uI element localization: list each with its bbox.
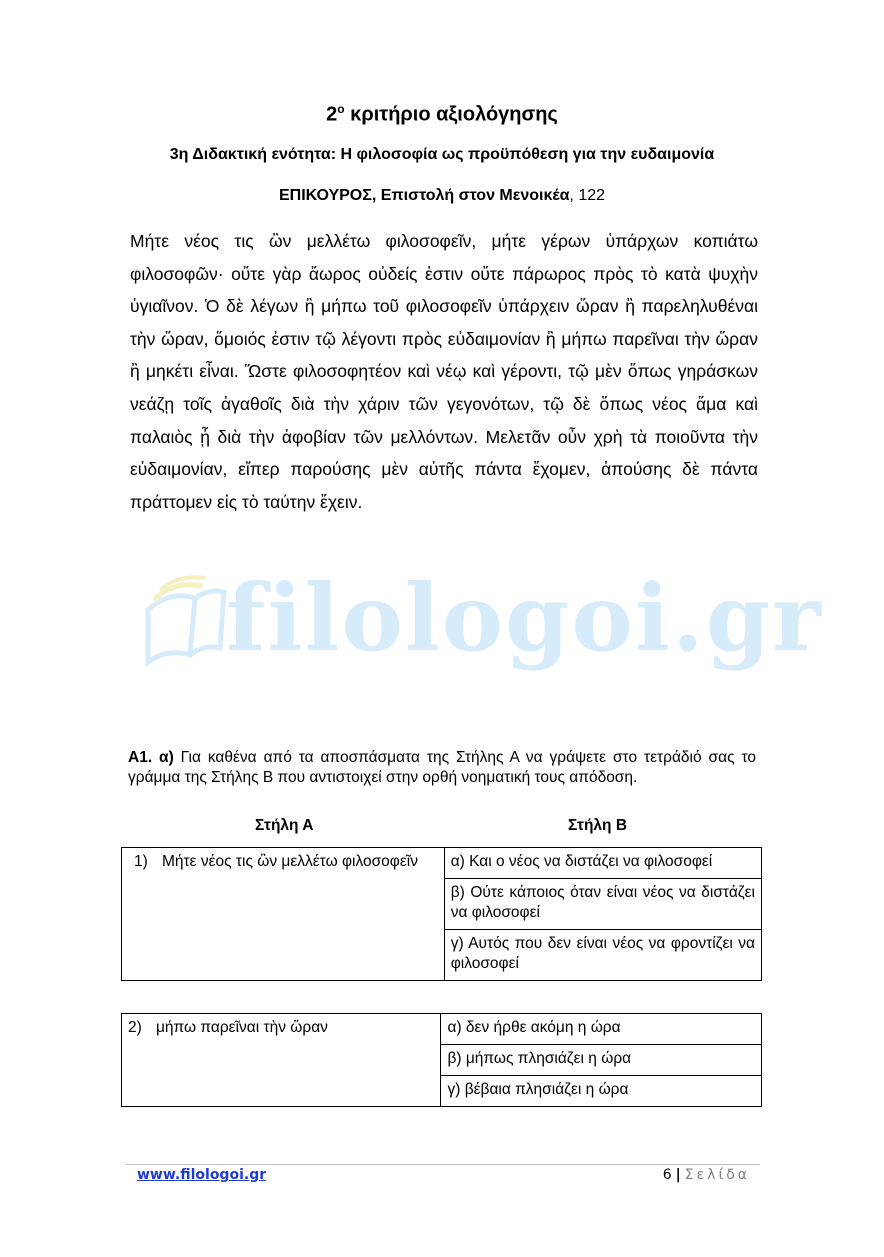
phrase-cell (122, 1014, 441, 1107)
question-text: Για καθένα από τα αποσπάσματα της Στήλης Α να γράψετε στο τετράδιό σας το γράμμα της Στήλης Β που αντιστοιχεί στην ορθή νοηματική τους απόδοση. (128, 749, 756, 786)
matching-table-2 (121, 1013, 762, 1107)
source-work: , Επιστολή στον Μενοικέα (371, 187, 570, 204)
footer-divider (126, 1164, 760, 1165)
page-label: Σελίδα (684, 1167, 750, 1183)
column-a-header: Στήλη Α (255, 817, 314, 834)
page-separator: | (675, 1167, 681, 1183)
option-b: β) Ούτε κάποιος όταν είναι νέος να διστάζει να φιλοσοφεί (444, 879, 761, 930)
unit-subtitle: 3η Διδακτική ενότητα: Η φιλοσοφία ως προϋπόθεση για την ευδαιμονία (169, 146, 715, 163)
source-reference: , 122 (569, 187, 606, 204)
greek-phrase: Μήτε νέος τις ὢν μελλέτω φιλοσοφεῖν (162, 853, 418, 870)
question-a1 (128, 748, 756, 787)
footer-page-number (663, 1167, 750, 1183)
option-a: α) δεν ήρθε ακόμη η ώρα (441, 1014, 762, 1045)
watermark (140, 560, 823, 680)
footer-website-link[interactable]: www.filologoi.gr (137, 1167, 267, 1183)
page-number: 6 (662, 1167, 672, 1183)
title-number: 2 (326, 103, 338, 126)
option-a: α) Και ο νέος να διστάζει να φιλοσοφεί (444, 848, 761, 879)
book-logo-icon (140, 570, 230, 670)
option-b: β) μήπως πλησιάζει η ώρα (441, 1045, 762, 1076)
phrase-cell (122, 848, 445, 981)
watermark-text: filologoi.gr (226, 564, 823, 672)
title-text: κριτήριο αξιολόγησης (344, 103, 558, 126)
item-number: 1) (134, 853, 148, 870)
question-label: Α1. α) (128, 749, 174, 766)
page-title (0, 102, 884, 127)
title-superscript: ο (337, 102, 345, 116)
option-c: γ) βέβαια πλησιάζει η ώρα (441, 1076, 762, 1107)
source-line (0, 187, 884, 205)
source-author: ΕΠΙΚΟΥΡΟΣ (278, 187, 372, 204)
greek-phrase: μήπω παρεῖναι τὴν ὥραν (156, 1019, 328, 1036)
ancient-greek-passage: Μήτε νέος τις ὢν μελλέτω φιλοσοφεῖν, μήτε γέρων ὑπάρχων κοπιάτω φιλοσοφῶν· οὔτε γὰρ ἄωρος οὐδείς ἐστιν οὔτε πάρωρος πρὸς τὸ κατὰ ψυχὴν ὑγιαῖνον. Ὁ δὲ λέγων ἢ μήπω τοῦ φιλοσοφεῖν ὑπάρχειν ὥραν ἢ παρεληλυθέναι τὴν ὥραν, ὅμοιός ἐστιν τῷ λέγοντι πρὸς εὐδαιμονίαν ἢ μήπω παρεῖναι τὴν ὥραν ἢ μηκέτι εἶναι. Ὥστε φιλοσοφητέον καὶ νέῳ καὶ γέροντι, τῷ μὲν ὅπως γηράσκων νεάζῃ τοῖς ἀγαθοῖς διὰ τὴν χάριν τῶν γεγονότων, τῷ δὲ ὅπως νέος ἅμα καὶ παλαιὸς ᾖ διὰ τὴν ἀφοβίαν τῶν μελλόντων. Μελετᾶν οὖν χρὴ τὰ ποιοῦντα τὴν εὐδαιμονίαν, εἴπερ παρούσης μὲν αὐτῆς πάντα ἔχομεν, ἀπούσης δὲ πάντα πράττομεν εἰς τὸ ταύτην ἔχειν. (130, 231, 758, 512)
item-number: 2) (128, 1019, 142, 1036)
column-b-header: Στήλη Β (568, 817, 628, 834)
option-c: γ) Αυτός που δεν είναι νέος να φροντίζει να φιλοσοφεί (444, 930, 761, 981)
matching-table-1 (121, 847, 762, 981)
